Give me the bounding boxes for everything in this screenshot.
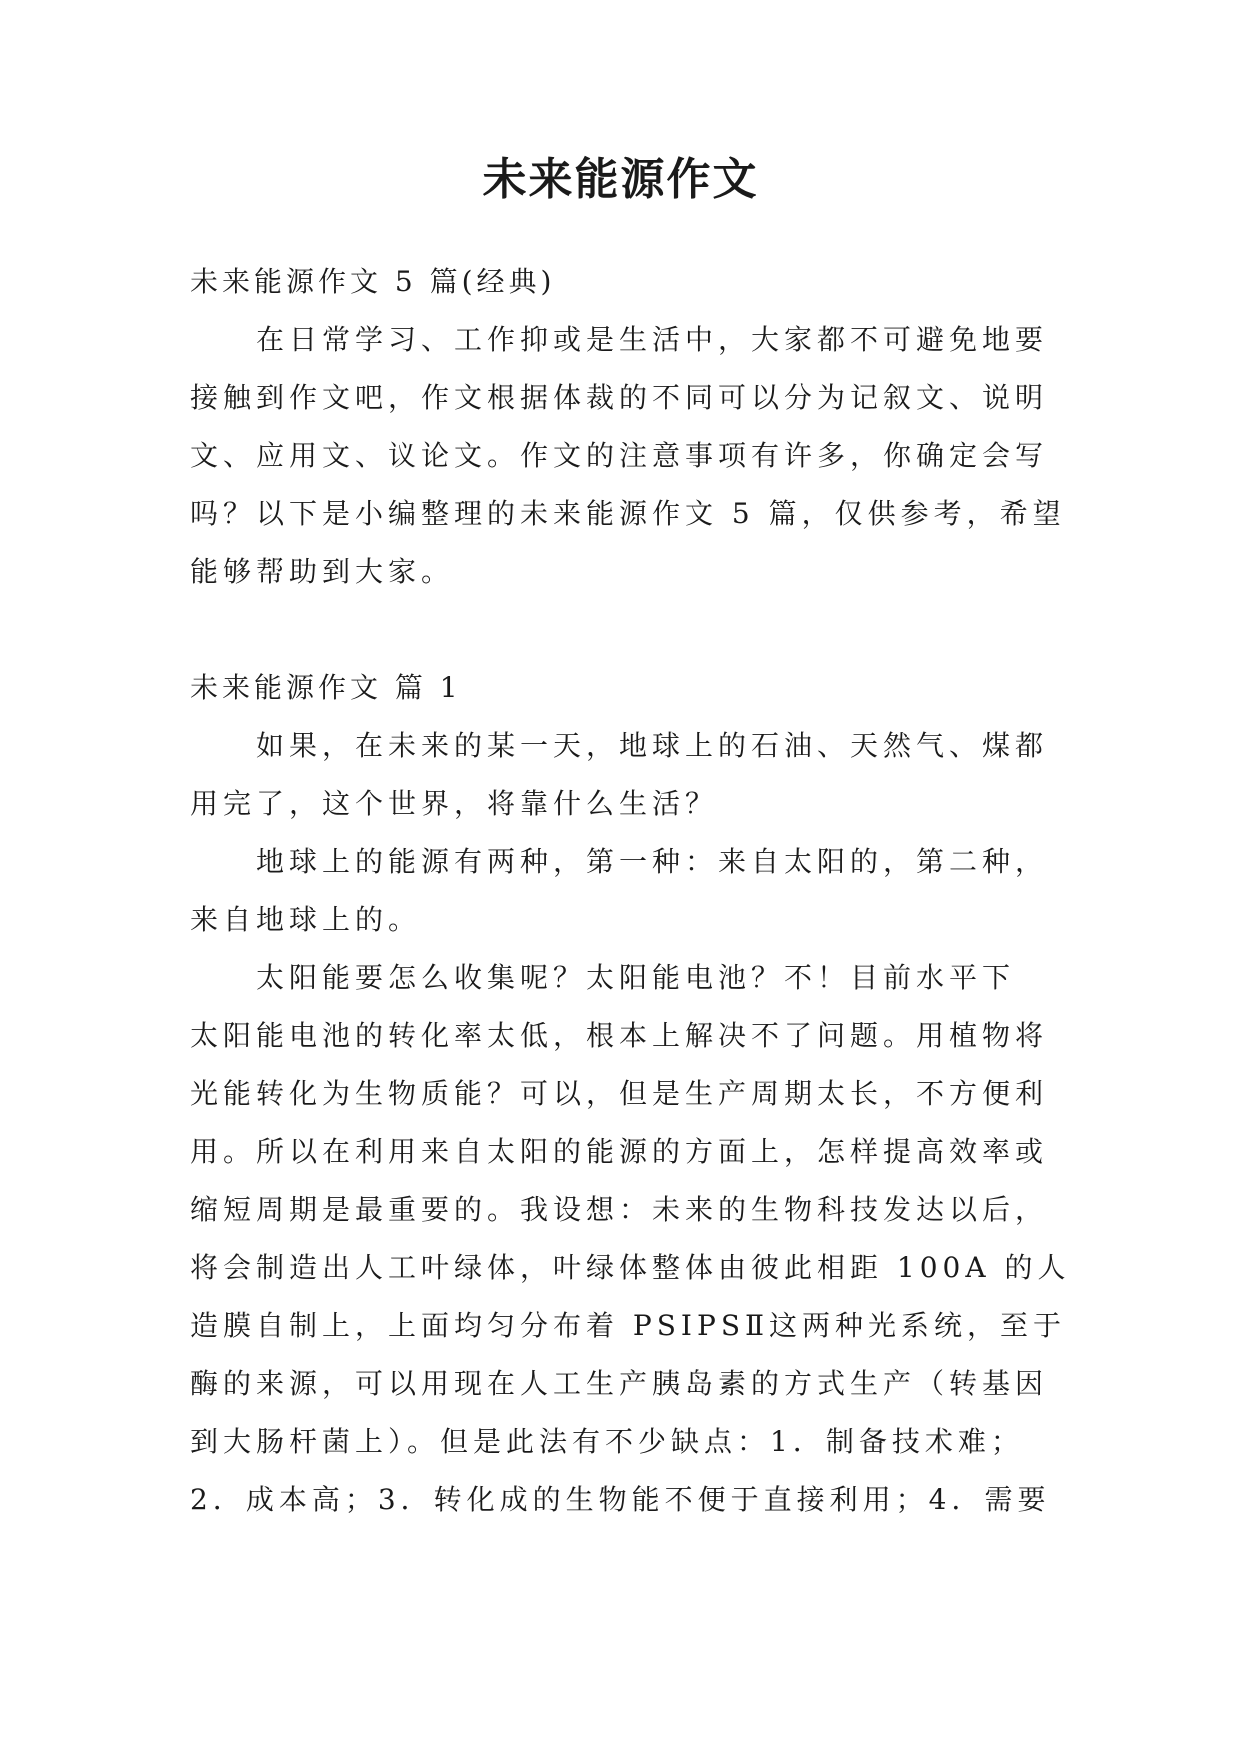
text-line: 地球上的能源有两种，第一种：来自太阳的，第二种， [256,845,1049,878]
text-line: 能够帮助到大家。 [190,555,455,588]
text-line: 在日常学习、工作抑或是生活中，大家都不可避免地要 [256,323,1049,356]
text-line: 用。所以在利用来自太阳的能源的方面上，怎样提高效率或 [190,1135,1049,1168]
paragraph-1 [190,717,1060,833]
text-line: 酶的来源，可以用现在人工生产胰岛素的方式生产（转基因 [190,1367,1049,1400]
text-line: 缩短周期是最重要的。我设想：未来的生物科技发达以后， [190,1193,1049,1226]
document-body [190,253,1071,1529]
text-line: 到大肠杆菌上）。但是此法有不少缺点：1．制备技术难； [190,1425,1024,1458]
section-spacer [190,601,1060,659]
text-line: 文、应用文、议论文。作文的注意事项有许多，你确定会写 [190,439,1049,472]
document-subtitle: 未来能源作文 5 篇(经典) [190,265,556,298]
section-heading: 未来能源作文 篇 1 [190,671,462,704]
text-line: 吗？以下是小编整理的未来能源作文 5 篇，仅供参考，希望 [190,497,1066,530]
text-line: 用完了，这个世界，将靠什么生活？ [190,787,719,820]
text-line: 将会制造出人工叶绿体，叶绿体整体由彼此相距 100A 的人 [190,1251,1071,1284]
text-line: 光能转化为生物质能？可以，但是生产周期太长，不方便利 [190,1077,1049,1110]
paragraph-3 [190,949,1071,1529]
intro-paragraph [190,311,1066,601]
text-line: 太阳能要怎么收集呢？太阳能电池？不！目前水平下 [256,961,1016,994]
text-line: 如果，在未来的某一天，地球上的石油、天然气、煤都 [256,729,1049,762]
text-line: 来自地球上的。 [190,903,422,936]
text-line: 2．成本高；3．转化成的生物能不便于直接利用；4．需要 [190,1483,1051,1516]
document-title: 未来能源作文 [482,154,759,205]
text-line: 造膜自制上，上面均匀分布着 PSIPSⅡ这两种光系统，至于 [190,1309,1067,1342]
text-line: 太阳能电池的转化率太低，根本上解决不了问题。用植物将 [190,1019,1049,1052]
text-line: 接触到作文吧，作文根据体裁的不同可以分为记叙文、说明 [190,381,1049,414]
paragraph-2 [190,833,1060,949]
